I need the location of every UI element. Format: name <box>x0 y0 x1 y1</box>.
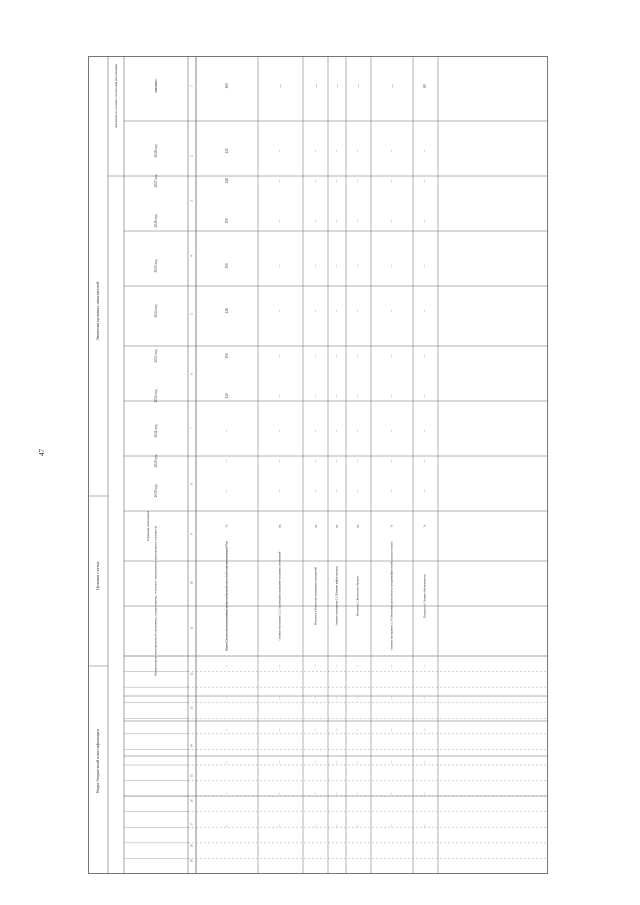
code-cell: — <box>423 728 427 732</box>
column-number: 19 <box>189 859 194 863</box>
row-dash: — <box>355 179 360 183</box>
row-dash: — <box>389 149 394 153</box>
code-cell: — <box>225 760 229 764</box>
column-number: 17 <box>189 822 194 826</box>
row-dash: — <box>313 354 318 358</box>
column-number: 4 <box>189 255 194 257</box>
row-dash: — <box>313 489 318 493</box>
row-unit: % <box>389 524 394 528</box>
row-value: 145 <box>224 148 229 154</box>
code-cell: — <box>390 824 394 828</box>
row-dash: — <box>389 264 394 268</box>
row-dash: — <box>313 309 318 313</box>
row-dash: — <box>422 149 427 153</box>
year-header: 2026 год <box>153 214 158 228</box>
row-dash: — <box>355 394 360 398</box>
row-dash: — <box>313 394 318 398</box>
column-number: 9 <box>189 533 194 535</box>
column-number: 11 <box>189 626 194 630</box>
code-cell: — <box>356 728 360 732</box>
row-dash: — <box>389 394 394 398</box>
year-header: 2024 год <box>153 304 158 318</box>
row-dash: — <box>277 149 282 153</box>
row-dash: — <box>355 459 360 463</box>
year-header: 2027 год <box>153 174 158 188</box>
row-description: Показатель 6. Уровень обеспеченности <box>423 574 427 618</box>
row-unit: ед. <box>334 524 339 528</box>
row-dash: — <box>422 219 427 223</box>
year-header: 2025 год <box>153 259 158 273</box>
row-dash: — <box>389 459 394 463</box>
row-dash: — <box>277 219 282 223</box>
row-dash: — <box>355 489 360 493</box>
code-cell: — <box>423 664 427 668</box>
row-dash: — <box>313 264 318 268</box>
row-dash: — <box>422 354 427 358</box>
code-cell: — <box>335 792 339 796</box>
row-value: 148 <box>224 178 229 184</box>
code-cell: — <box>390 728 394 732</box>
row-value: 150 <box>224 263 229 269</box>
column-number: 3 <box>189 200 194 202</box>
row-dash: — <box>422 429 427 433</box>
year-header: 2019 год <box>153 484 158 498</box>
year-header: 2023 год <box>153 349 158 363</box>
row-dash: — <box>355 354 360 358</box>
column-number: 7 <box>189 427 194 429</box>
row-value: 150 <box>224 353 229 359</box>
row-dash: — <box>277 429 282 433</box>
row-dash: — <box>313 179 318 183</box>
row-dash: — <box>224 429 229 433</box>
header-final-value: Значение на момент окончания реализации <box>113 63 118 129</box>
row-dash: — <box>224 459 229 463</box>
row-dash: — <box>389 354 394 358</box>
row-dash: — <box>277 264 282 268</box>
row-dash: — <box>277 354 282 358</box>
code-cell: — <box>390 664 394 668</box>
code-cell: — <box>356 696 360 700</box>
row-final: — <box>389 84 394 88</box>
row-dash: — <box>334 149 339 153</box>
code-cell: — <box>225 792 229 796</box>
column-number: 14 <box>189 744 194 748</box>
code-cell: — <box>278 760 282 764</box>
row-dash: — <box>355 264 360 268</box>
row-final: 80 <box>422 84 427 88</box>
row-dash: — <box>422 394 427 398</box>
row-dash: — <box>422 459 427 463</box>
row-dash: — <box>355 219 360 223</box>
row-dash: — <box>334 264 339 268</box>
code-cell: — <box>390 760 394 764</box>
row-description: Основное мероприятие 2.1.3 Развитие инфраструктуры <box>335 566 339 626</box>
row-dash: — <box>277 179 282 183</box>
row-description: Показатель 3. Доля населения, систематически занимающегося физической культурой и спортом, в общей численности населения в возрасте 3-79 лет <box>225 541 229 651</box>
column-number: 18 <box>189 844 194 848</box>
row-dash: — <box>422 309 427 313</box>
code-cell: — <box>225 664 229 668</box>
row-dash: — <box>224 489 229 493</box>
row-unit: ед. <box>355 524 360 528</box>
header-cost-group: Коды бюджетной классификации <box>95 729 101 793</box>
code-cell: — <box>335 760 339 764</box>
code-cell: — <box>314 728 318 732</box>
row-unit: % <box>422 524 427 528</box>
code-cell: — <box>390 792 394 796</box>
code-cell: — <box>423 824 427 828</box>
row-dash: — <box>277 489 282 493</box>
code-cell: — <box>278 664 282 668</box>
year-header: 2022 год <box>153 389 158 403</box>
row-dash: — <box>313 219 318 223</box>
row-dash: — <box>334 354 339 358</box>
row-dash: — <box>334 179 339 183</box>
row-dash: — <box>313 459 318 463</box>
code-cell: — <box>423 760 427 764</box>
code-cell: — <box>278 824 282 828</box>
row-dash: — <box>355 309 360 313</box>
row-dash: — <box>313 149 318 153</box>
row-dash: — <box>389 219 394 223</box>
header-gov-program: Целевая статья <box>95 561 101 591</box>
code-cell: — <box>390 696 394 700</box>
code-cell: — <box>314 760 318 764</box>
column-number: 12 <box>189 672 194 676</box>
row-final: — <box>355 84 360 88</box>
code-cell: — <box>335 664 339 668</box>
column-number: 1 <box>189 85 194 87</box>
row-dash: — <box>334 459 339 463</box>
row-dash: — <box>389 309 394 313</box>
code-cell: — <box>225 728 229 732</box>
row-dash: — <box>422 264 427 268</box>
code-cell: — <box>278 792 282 796</box>
row-dash: — <box>334 429 339 433</box>
code-cell: — <box>225 696 229 700</box>
row-description: Показатель 5. Количество объектов <box>356 576 360 616</box>
code-cell: — <box>356 824 360 828</box>
code-cell: — <box>225 824 229 828</box>
row-dash: — <box>313 429 318 433</box>
column-number: 8 <box>189 483 194 485</box>
year-header: 2021 год <box>153 424 158 438</box>
row-final: — <box>277 84 282 88</box>
row-final: — <box>334 84 339 88</box>
code-cell: — <box>314 792 318 796</box>
code-cell: — <box>335 696 339 700</box>
row-dash: — <box>334 489 339 493</box>
column-number: 13 <box>189 706 194 710</box>
row-dash: — <box>277 459 282 463</box>
row-final: 160 <box>224 83 229 89</box>
row-final: — <box>313 84 318 88</box>
rotated-table-sheet <box>88 56 548 874</box>
row-dash: — <box>334 309 339 313</box>
header-program: Наименование муниципальной программы, подпрограммы, основного мероприятия, мероприятия, показателя <box>153 526 158 676</box>
row-dash: — <box>277 309 282 313</box>
row-description: Показатель 4. Количество проведенных мероприятий <box>314 567 318 625</box>
row-description: Основное мероприятие 2.1.4 Обеспечение деятельности учреждений физической культуры и спорта <box>390 541 394 651</box>
data-table <box>88 56 548 874</box>
code-cell: — <box>278 696 282 700</box>
column-number: 6 <box>189 373 194 375</box>
column-number: 2 <box>189 155 194 157</box>
code-cell: — <box>278 728 282 732</box>
row-unit: ед. <box>313 524 318 528</box>
code-cell: — <box>356 664 360 668</box>
header-final: значение <box>153 79 158 93</box>
row-unit: % <box>224 524 229 528</box>
year-header: 2020 год <box>153 454 158 468</box>
table-text <box>95 64 427 863</box>
page-number: 47 <box>38 449 46 456</box>
row-dash: — <box>422 489 427 493</box>
row-dash: — <box>277 394 282 398</box>
column-number: 16 <box>189 799 194 803</box>
row-dash: — <box>334 394 339 398</box>
row-value: 155 <box>224 218 229 224</box>
row-dash: — <box>355 429 360 433</box>
header-indicator-values: Значения целевых показателей <box>95 281 101 341</box>
row-value: 148 <box>224 308 229 314</box>
row-dash: — <box>389 429 394 433</box>
code-cell: — <box>423 792 427 796</box>
header-unit: Единица измерения <box>145 511 150 541</box>
row-dash: — <box>389 489 394 493</box>
code-cell: — <box>335 824 339 828</box>
row-dash: — <box>334 219 339 223</box>
column-number: 10 <box>189 581 194 585</box>
code-cell: — <box>314 696 318 700</box>
row-dash: — <box>422 179 427 183</box>
code-cell: — <box>356 792 360 796</box>
code-cell: — <box>314 824 318 828</box>
column-number: 5 <box>189 313 194 315</box>
code-cell: — <box>356 760 360 764</box>
code-cell: — <box>335 728 339 732</box>
row-dash: — <box>389 179 394 183</box>
column-number: 15 <box>189 774 194 778</box>
row-description: Основное мероприятие 2.1.2 Организация и проведение спортивных мероприятий <box>278 551 282 641</box>
row-dash: — <box>355 149 360 153</box>
row-unit: ед. <box>277 524 282 528</box>
year-header: 2028 год <box>153 144 158 158</box>
code-cell: — <box>423 696 427 700</box>
row-value: 140 <box>224 393 229 399</box>
code-cell: — <box>314 664 318 668</box>
